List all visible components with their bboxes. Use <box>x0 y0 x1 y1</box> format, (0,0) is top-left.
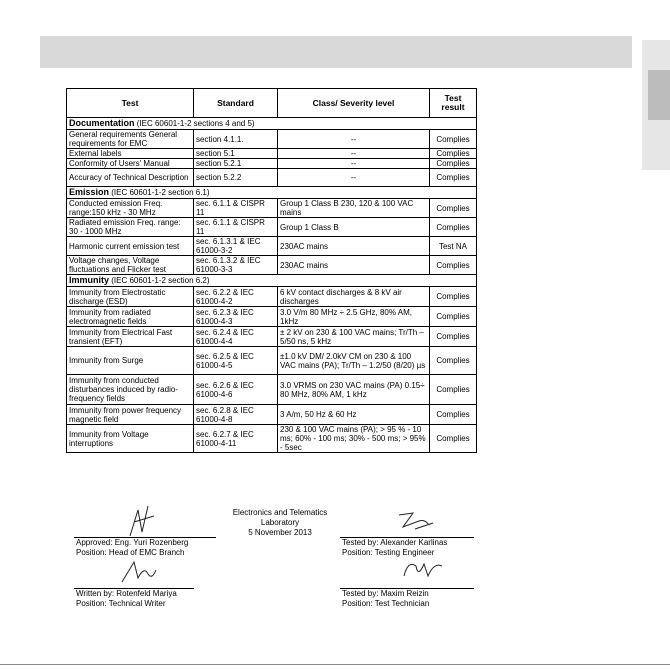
signature-tested1 <box>342 538 447 558</box>
cell-standard: sec. 6.1.3.1 & IEC 61000-3-2 <box>194 237 278 256</box>
cell-standard: sec. 6.2.6 & IEC 61000-4-6 <box>194 375 278 405</box>
table-header-row <box>67 89 477 118</box>
cell-test: Immunity from power frequency magnetic field <box>67 405 194 425</box>
signer-name: Written by: Rotenfeld Mariya <box>76 589 177 598</box>
col-header-standard: Standard <box>194 89 278 118</box>
section-row-documentation <box>67 118 477 130</box>
table-row <box>67 405 477 425</box>
cell-class: -- <box>278 149 430 159</box>
signer-name: Tested by: Alexander Karlinas <box>342 538 448 547</box>
table-row <box>67 159 477 169</box>
cell-result: Complies <box>430 130 477 149</box>
cell-class: -- <box>278 130 430 149</box>
cell-class: Group 1 Class B <box>278 218 430 237</box>
section-row-immunity <box>67 275 477 287</box>
cell-class: -- <box>278 159 430 169</box>
col-header-test: Test <box>67 89 194 118</box>
signature-tested2 <box>342 589 429 609</box>
cell-class: 3.0 V/m 80 MHz ÷ 2.5 GHz, 80% AM, 1kHz <box>278 307 430 327</box>
signature-tested2-scribble <box>398 556 446 586</box>
immunity-rows <box>67 287 477 453</box>
signer-name: Tested by: Maxim Reizin <box>342 589 429 598</box>
cell-test: Conformity of Users' Manual <box>67 159 194 169</box>
table-row <box>67 375 477 405</box>
lab-name: Electronics and Telematics <box>232 508 328 517</box>
cell-result: Complies <box>430 218 477 237</box>
section-ref: (IEC 60601-1-2 section 6.1) <box>111 188 210 197</box>
cell-standard: section 4.1.1. <box>194 130 278 149</box>
signature-approved-scribble <box>120 502 160 538</box>
cell-standard: sec. 6.2.2 & IEC 61000-4-2 <box>194 287 278 307</box>
cell-class: 230 & 100 VAC mains (PA); > 95 % - 10 ms; 60% - 100 ms; 30% - 500 ms; > 95% - 5sec <box>278 425 430 453</box>
cell-standard: section 5.2.1 <box>194 159 278 169</box>
signer-name: Approved: Eng. Yuri Rozenberg <box>76 538 189 547</box>
cell-standard: sec. 6.2.4 & IEC 61000-4-4 <box>194 327 278 347</box>
table-row <box>67 149 477 159</box>
signer-position: Position: Technical Writer <box>76 599 166 608</box>
section-title: Emission <box>69 187 110 197</box>
lab-block <box>180 508 380 538</box>
signature-written <box>76 589 177 609</box>
documentation-rows <box>67 130 477 187</box>
cell-result: Complies <box>430 375 477 405</box>
cell-result: Complies <box>430 169 477 187</box>
cell-class: -- <box>278 169 430 187</box>
table-row <box>67 130 477 149</box>
cell-test: Immunity from radiated electromagnetic fields <box>67 307 194 327</box>
table-row <box>67 425 477 453</box>
cell-result: Complies <box>430 256 477 275</box>
cell-result: Complies <box>430 347 477 375</box>
table-row <box>67 256 477 275</box>
section-ref: (IEC 60601-1-2 sections 4 and 5) <box>136 119 255 128</box>
cell-test: Radiated emission Freq. range: 30 - 1000 MHz <box>67 218 194 237</box>
cell-test: Immunity from Surge <box>67 347 194 375</box>
cell-standard: section 5.2.2 <box>194 169 278 187</box>
cell-standard: sec. 6.2.7 & IEC 61000-4-11 <box>194 425 278 453</box>
page-bottom-edge <box>0 664 670 665</box>
cell-result: Complies <box>430 327 477 347</box>
col-header-class: Class/ Severity level <box>278 89 430 118</box>
cell-class: 3.0 VRMS on 230 VAC mains (PA) 0.15÷ 80 MHz, 80% AM, 1 kHz <box>278 375 430 405</box>
signature-tested1-scribble <box>395 505 437 533</box>
section-title: Documentation <box>69 118 135 128</box>
table-row <box>67 199 477 218</box>
test-results-table <box>66 88 477 453</box>
cell-test: Conducted emission Freq. range:150 kHz - 30 MHz <box>67 199 194 218</box>
cell-test: Harmonic current emission test <box>67 237 194 256</box>
cell-standard: sec. 6.2.3 & IEC 61000-4-3 <box>194 307 278 327</box>
cell-standard: sec. 6.1.1 & CISPR 11 <box>194 199 278 218</box>
signature-approved <box>76 538 188 558</box>
cell-class: ±1.0 kV DM/ 2.0kV CM on 230 & 100 VAC mains (PA); Tr/Th – 1.2/50 (8/20) µs <box>278 347 430 375</box>
cell-test: General requirements General requirements for EMC <box>67 130 194 149</box>
signer-position: Position: Test Technician <box>342 599 430 608</box>
section-title: Immunity <box>69 275 110 285</box>
cell-result: Complies <box>430 405 477 425</box>
emission-rows <box>67 199 477 275</box>
cell-standard: sec. 6.2.5 & IEC 61000-4-5 <box>194 347 278 375</box>
cell-class: ± 2 kV on 230 & 100 VAC mains; Tr/Th – 5/50 ns, 5 kHz <box>278 327 430 347</box>
cell-class: 3 A/m, 50 Hz & 60 Hz <box>278 405 430 425</box>
cell-test: Accuracy of Technical Description <box>67 169 194 187</box>
cell-test: Immunity from Electrostatic discharge (ESD) <box>67 287 194 307</box>
cell-result: Complies <box>430 159 477 169</box>
side-tab-marker <box>648 70 670 120</box>
cell-result: Complies <box>430 425 477 453</box>
header-band <box>40 36 632 68</box>
table-row <box>67 287 477 307</box>
signer-position: Position: Testing Engineer <box>342 548 435 557</box>
cell-test: External labels <box>67 149 194 159</box>
signer-position: Position: Head of EMC Branch <box>76 548 185 557</box>
cell-test: Voltage changes, Voltage fluctuations and Flicker test <box>67 256 194 275</box>
table-row <box>67 307 477 327</box>
lab-sub: Laboratory <box>260 518 300 527</box>
cell-standard: section 5.1 <box>194 149 278 159</box>
signature-written-scribble <box>118 556 158 586</box>
cell-standard: sec. 6.1.3.2 & IEC 61000-3-3 <box>194 256 278 275</box>
cell-test: Immunity from Electrical Fast transient (EFT) <box>67 327 194 347</box>
table-row <box>67 169 477 187</box>
cell-class: Group 1 Class B 230, 120 & 100 VAC mains <box>278 199 430 218</box>
cell-class: 6 kV contact discharges & 8 kV air discharges <box>278 287 430 307</box>
cell-standard: sec. 6.2.8 & IEC 61000-4-8 <box>194 405 278 425</box>
cell-result: Complies <box>430 199 477 218</box>
table-row <box>67 237 477 256</box>
table-row <box>67 218 477 237</box>
cell-result: Complies <box>430 149 477 159</box>
cell-standard: sec. 6.1.1 & CISPR 11 <box>194 218 278 237</box>
cell-result: Complies <box>430 287 477 307</box>
cell-class: 230AC mains <box>278 237 430 256</box>
section-row-emission <box>67 187 477 199</box>
table-row <box>67 327 477 347</box>
col-header-result: Test result <box>430 89 477 118</box>
cell-test: Immunity from Voltage interruptions <box>67 425 194 453</box>
cell-test: Immunity from conducted disturbances induced by radio-frequency fields <box>67 375 194 405</box>
cell-result: Test NA <box>430 237 477 256</box>
report-date: 5 November 2013 <box>248 528 312 537</box>
table-row <box>67 347 477 375</box>
section-ref: (IEC 60601-1-2 section 6.2) <box>111 276 210 285</box>
cell-class: 230AC mains <box>278 256 430 275</box>
cell-result: Complies <box>430 307 477 327</box>
